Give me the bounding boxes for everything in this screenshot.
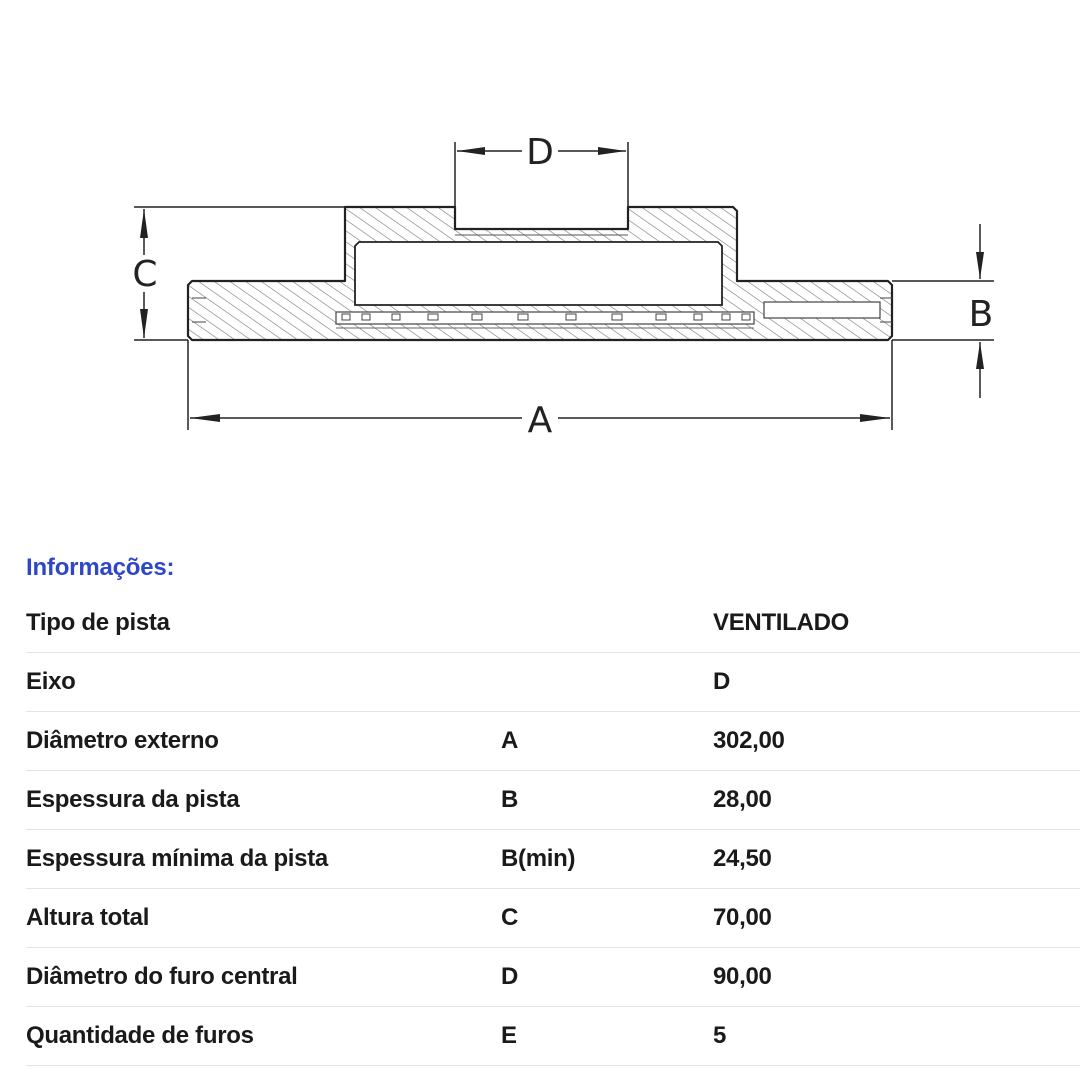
row-value: D — [713, 653, 1080, 712]
row-name: Quantidade de furos — [26, 1007, 501, 1066]
table-row — [26, 948, 1080, 1007]
table-row — [26, 830, 1080, 889]
dimension-b-label: B — [968, 294, 994, 335]
row-value: 28,00 — [713, 771, 1080, 830]
row-code: E — [501, 1007, 713, 1066]
brake-disc-diagram — [0, 0, 1080, 500]
row-value: VENTILADO — [713, 594, 1080, 653]
row-name: Espessura da pista — [26, 771, 501, 830]
row-code: C — [501, 889, 713, 948]
dimension-c-label: C — [132, 254, 158, 295]
table-row — [26, 771, 1080, 830]
row-code — [501, 653, 713, 712]
dimension-d-label: D — [526, 132, 554, 173]
row-name: Diâmetro externo — [26, 712, 501, 771]
row-value: 24,50 — [713, 830, 1080, 889]
row-name: Espessura mínima da pista — [26, 830, 501, 889]
row-value: 5 — [713, 1007, 1080, 1066]
row-value: 302,00 — [713, 712, 1080, 771]
row-code: A — [501, 712, 713, 771]
table-row — [26, 1007, 1080, 1066]
row-code: D — [501, 948, 713, 1007]
disc-cross-section — [188, 207, 892, 340]
spec-table — [26, 594, 1080, 1066]
table-row — [26, 594, 1080, 653]
row-code: B(min) — [501, 830, 713, 889]
row-code: B — [501, 771, 713, 830]
row-value: 90,00 — [713, 948, 1080, 1007]
row-name: Altura total — [26, 889, 501, 948]
table-row — [26, 653, 1080, 712]
row-name: Eixo — [26, 653, 501, 712]
table-row — [26, 889, 1080, 948]
table-row — [26, 712, 1080, 771]
row-value: 70,00 — [713, 889, 1080, 948]
row-name: Diâmetro do furo central — [26, 948, 501, 1007]
info-title: Informações: — [26, 554, 175, 581]
row-code — [501, 594, 713, 653]
dimension-a-label: A — [527, 400, 553, 441]
row-name: Tipo de pista — [26, 594, 501, 653]
